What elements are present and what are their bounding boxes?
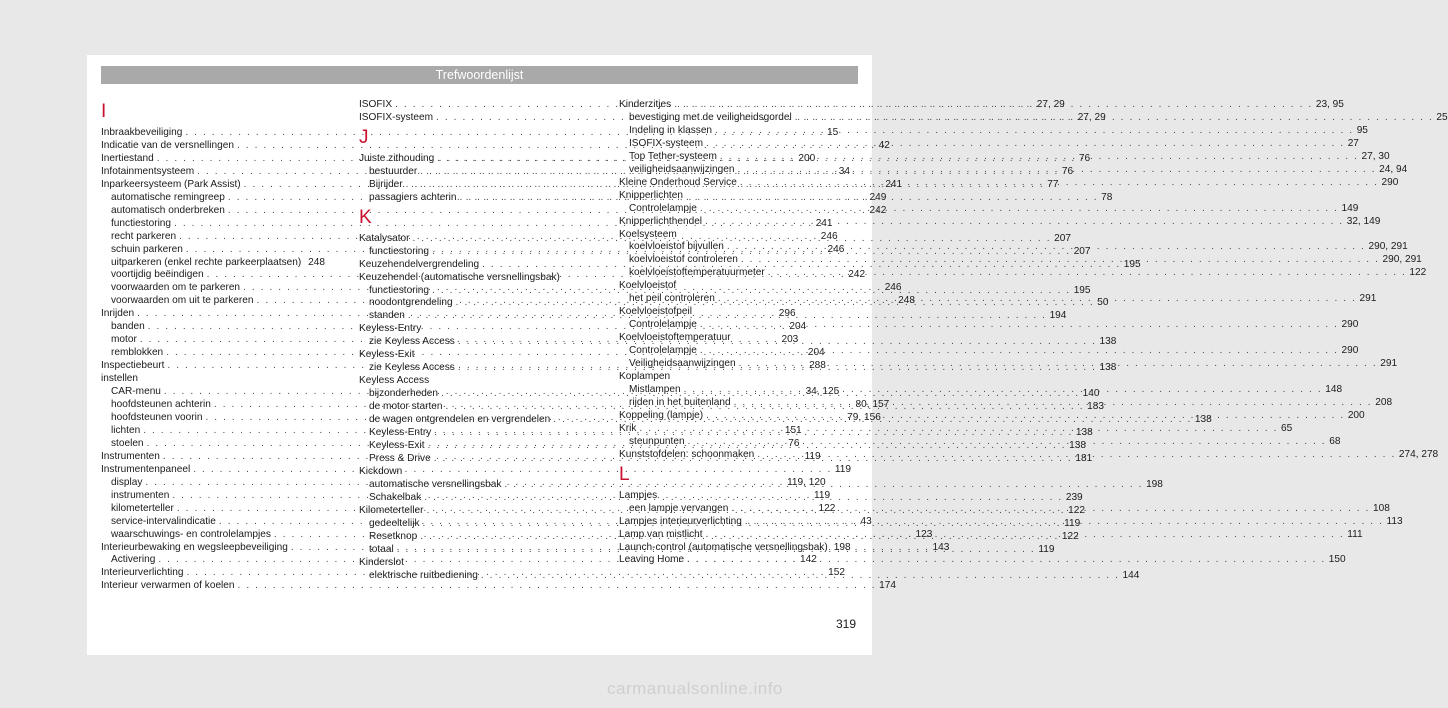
entry-page-ref: 24, 94 [1379,163,1408,175]
entry-page-ref: 200 [798,152,816,164]
index-subentry [619,345,1359,358]
entry-term: koelvloeistoftemperatuurmeter [629,267,765,279]
dot-leader [734,397,1373,410]
index-entry [359,272,583,285]
entry-page-ref: 288 [809,360,826,372]
dot-leader [481,570,1120,583]
entry-page-ref: 76 [788,437,800,449]
entry-page-ref: 204 [789,321,807,333]
entry-page-ref: 195 [1073,284,1091,296]
entry-page-ref: 274, 278 [1398,448,1439,460]
entry-term: zie Keyless Access [369,336,455,348]
page-header: Trefwoordenlijst [101,66,858,84]
entry-page-ref: 123 [915,528,933,540]
entry-page-ref: 113 [1386,515,1403,527]
entry-page-ref: 77 [1047,178,1059,190]
index-entry [101,373,325,386]
entry-page-ref: 148 [1325,383,1343,395]
entry-term: Resetknop [369,530,418,542]
dot-leader [304,257,305,270]
entry-page-ref: 79, 156 [847,411,881,423]
entry-page-ref: 138 [1194,414,1212,426]
entry-term: totaal [369,543,394,555]
entry-term: Interieurbewaking en wegsleepbeveiliging [101,541,288,553]
entry-page-ref: 296 [778,308,796,320]
entry-term: Inspectiebeurt [101,360,165,372]
entry-term: voorwaarden om uit te parkeren [111,295,254,307]
dot-leader [757,449,1396,462]
entry-term: Activering [111,554,156,566]
entry-term: Lampjes interieurverlichting [619,515,742,527]
dot-leader [688,436,1327,449]
index-entry [619,332,843,345]
entry-term: Koelsysteem [619,228,677,240]
dot-leader [739,358,1378,371]
entry-page-ref: 242 [869,204,887,216]
entry-page-ref: 246 [884,282,902,294]
entry-term: zie Keyless Access [369,362,455,374]
entry-term: voorwaarden om te parkeren [111,282,241,294]
entry-term: Inparkeersysteem (Park Assist) [101,178,241,190]
entry-page-ref: 138 [1099,336,1117,348]
entry-term: uitparkeren (enkel rechte parkeerplaatsen) [111,256,302,268]
entry-term: Indeling in klassen [629,124,713,136]
entry-term: koelvloeistof controleren [629,254,738,266]
entry-term: Mistlampen [629,383,681,395]
entry-term: Controlelampje [629,345,697,357]
entry-page-ref: 151 [784,424,802,436]
entry-page-ref: 203 [781,334,799,346]
entry-term: Controlelampje [629,202,697,214]
entry-term: Bijrijder [369,178,403,190]
section-letter: L [619,463,630,485]
index-entry [619,215,1381,229]
entry-term: hoofdsteunen achterin [111,399,211,411]
entry-term: Instrumenten [101,450,160,462]
entry-term: een lampje vervangen [629,502,729,514]
dot-leader [706,138,1345,151]
entry-term: de wagen ontgrendelen en vergrendelen [369,414,551,426]
dot-leader [718,293,1357,306]
entry-page-ref: 291 [1380,358,1398,370]
index-entry [619,229,843,242]
entry-term: bestuurder [369,165,418,177]
entry-page-ref: 198 [833,541,851,553]
index-subentry [619,124,1368,138]
entry-page-ref: 119 [814,489,831,501]
entry-page-ref: 198 [1146,478,1163,490]
section-letter: I [101,101,107,122]
entry-term: Keuzehendelvergrendeling [359,258,480,270]
entry-term: Controlelampje [629,319,697,331]
entry-page-ref: 43 [860,515,872,527]
entry-term: Instrumentenpaneel [101,463,191,475]
entry-page-ref: 138 [1099,362,1117,374]
entry-page-ref: 290, 291 [1382,254,1422,266]
entry-term: lichten [111,424,141,436]
entry-page-ref: 119 [804,450,821,462]
index-entry [619,541,851,555]
entry-page-ref: 290 [1341,319,1359,331]
entry-term: Interieur verwarmen of koelen [101,580,235,592]
entry-term: Knipperlichthendel [619,215,703,227]
entry-page-ref: 152 [828,567,845,579]
entry-term: rijden in het buitenland [629,396,731,408]
entry-term: het peil controleren [629,293,715,305]
entry-page-ref: 143 [932,541,950,553]
entry-term: banden [111,321,145,333]
entry-page-ref: 27, 29 [1077,111,1106,123]
entry-page-ref: 248 [898,295,915,307]
entry-page-ref: 122 [1068,504,1085,516]
entry-page-ref: 15 [827,127,839,138]
dot-leader [745,516,1384,529]
entry-term: Inbraakbeveiliging [101,127,183,138]
entry-page-ref: 239 [1065,491,1083,503]
entry-term: steunpunten [629,435,685,447]
entry-page-ref: 119 [1038,543,1055,555]
entry-term: Keyless Access [359,375,430,387]
entry-page-ref: 122 [818,502,836,514]
entry-term: Interieurverlichting [101,567,184,579]
dot-leader [768,267,1407,280]
entry-term: Knipperlichten [619,189,683,201]
entry-term: Launch-control (automatische versnellingsbak) [619,541,828,553]
index-subentry [101,257,325,270]
entry-page-ref: 291 [1359,293,1377,305]
entry-term: Lamp van mistlicht [619,528,703,540]
entry-page-ref: 290, 291 [1368,241,1408,253]
entry-term: gedeeltelijk [369,517,420,529]
entry-term: Kleine Onderhoud Service [619,176,737,188]
dot-leader [684,384,1323,397]
index-entry [619,490,843,503]
entry-term: Koppeling (lampje) [619,409,704,421]
dot-leader [731,503,1370,516]
index-entry [359,349,583,362]
entry-page-ref: 248 [308,256,325,268]
dot-leader [700,345,1339,358]
entry-page-ref: 142 [799,554,817,566]
entry-term: passagiers achterin [369,191,457,203]
dot-leader [741,254,1380,267]
entry-term: functiestoring [369,245,430,257]
dot-leader [740,177,1379,190]
entry-page-ref: 138 [1069,439,1087,451]
entry-term: koelvloeistof bijvullen [629,241,724,253]
entry-page-ref: 207 [1054,232,1071,244]
entry-page-ref: 246 [820,230,838,242]
entry-page-ref: 241 [815,217,833,229]
entry-term: Koelvloeistofpeil [619,306,692,318]
entry-term: Veiligheidsaanwijzingen [629,358,736,370]
entry-page-ref: 200 [1347,409,1365,421]
index-subentry [619,319,1359,332]
entry-page-ref: 76 [1078,152,1091,164]
entry-page-ref: 208 [1375,396,1393,408]
entry-term: instrumenten [111,489,170,501]
entry-term: Krik [619,422,637,434]
index-entry [359,375,583,388]
entry-page-ref: 207 [1073,245,1091,257]
entry-term: Infotainmentsysteem [101,165,195,177]
entry-term: ISOFIX [359,99,393,110]
entry-term: Leaving Home [619,554,685,566]
entry-page-ref: 42 [878,139,890,151]
entry-page-ref: 76 [1061,165,1074,177]
dot-leader [700,319,1339,332]
index-entry [359,557,583,570]
entry-term: instellen [101,373,139,385]
entry-page-ref: 27 [1347,137,1359,149]
entry-term: Top Tether-systeem [629,150,717,162]
index-entry [619,280,843,293]
entry-page-ref: 181 [1075,452,1093,464]
entry-term: hoofdsteunen voorin [111,411,203,423]
entry-term: automatische remingreep [111,191,225,203]
dot-leader [720,151,1359,164]
entry-term: bijzonderheden [369,388,439,400]
entry-term: display [111,476,143,488]
entry-page-ref: 68 [1329,435,1341,447]
watermark: carmanualsonline.info [607,679,783,698]
index-entry [359,466,583,479]
entry-page-ref: 290 [1381,176,1399,188]
entry-page-ref: 246 [827,243,845,255]
entry-term: waarschuwings- en controlelampjes [111,528,271,540]
dot-leader [700,203,1339,216]
index-entry [619,190,843,203]
entry-page-ref: 32, 149 [1346,215,1381,227]
dot-leader [687,554,1326,567]
entry-page-ref: 119, 120 [787,476,826,488]
entry-term: ISOFIX-systeem [359,111,434,123]
entry-term: voortijdig beëindigen [111,269,204,281]
entry-page-ref: 195 [1123,258,1141,270]
entry-page-ref: 111 [1347,528,1363,540]
entry-term: Inertiestand [101,152,154,164]
entry-page-ref: 149 [1341,202,1359,214]
dot-leader [639,423,1278,436]
entry-page-ref: 108 [1372,502,1390,514]
index-entry [619,371,843,384]
entry-term: Koelvloeistof [619,280,677,292]
entry-page-ref: 78 [1101,191,1113,203]
dot-leader [674,99,1313,112]
index-entry [619,554,1346,567]
section-letter: J [359,126,369,148]
entry-page-ref: 290 [1341,345,1359,357]
entry-page-ref: 204 [807,347,825,359]
entry-term: motor [111,334,137,346]
entry-term: Press & Drive [369,452,431,464]
dot-leader [706,410,1345,423]
entry-page-ref: 95 [1356,124,1368,136]
entry-page-ref: 23, 95 [1315,99,1344,110]
entry-term: recht parkeren [111,230,177,242]
entry-page-ref: 65 [1281,422,1293,434]
entry-page-ref: 194 [1049,310,1067,322]
index-entry [101,580,897,593]
entry-page-ref: 122 [1409,267,1427,279]
entry-term: ISOFIX-systeem [629,137,704,149]
entry-page-ref: 50 [1097,297,1109,309]
entry-term: Kunststofdelen: schoonmaken [619,448,755,460]
entry-page-ref: 138 [1075,427,1093,439]
entry-term: Keyless-Entry [359,323,422,335]
entry-page-ref: 34, 125 [805,386,840,398]
dot-leader [727,241,1366,254]
entry-page-ref: 241 [885,178,903,190]
entry-term: elektrische ruitbediening [369,569,478,581]
entry-page-ref: 140 [1082,388,1100,400]
entry-page-ref: 144 [1122,569,1140,581]
entry-term: Kinderslot [359,556,404,568]
entry-term: Kinderzitjes [619,99,672,110]
entry-term: Juiste zithouding [359,152,435,164]
entry-term: service-intervalindicatie [111,515,216,527]
entry-term: CAR-menu [111,386,161,398]
entry-term: stoelen [111,437,144,449]
index-entry [619,306,843,319]
entry-page-ref: 119 [1064,517,1081,529]
dot-leader [705,216,1344,229]
entry-term: Kickdown [359,465,403,477]
index-entry [359,323,583,336]
entry-term: Keuzehendel (automatische versnellingsbak) [359,271,560,283]
entry-term: Koplampen [619,371,671,383]
entry-page-ref: 80, 157 [855,399,890,411]
entry-term: kilometerteller [111,502,174,514]
page-number: 319 [836,617,857,631]
entry-page-ref: 174 [879,580,897,592]
entry-term: automatisch onderbreken [111,204,225,216]
entry-term: Kilometerteller [359,504,424,516]
entry-term: bevestiging met de veiligheidsgordel [629,111,792,123]
entry-term: de motor starten [369,401,443,413]
dot-leader [715,125,1354,138]
entry-page-ref: 34 [838,165,851,177]
entry-term: remblokken [111,347,164,359]
dot-leader [795,112,1434,125]
entry-term: Katalysator [359,232,410,244]
entry-page-ref: 119 [834,463,851,475]
entry-term: standen [369,310,405,322]
entry-term: Inrijden [101,308,135,320]
entry-page-ref: 27, 29 [1036,99,1065,110]
entry-term: Keyless-Entry [369,427,432,439]
entry-term: schuin parkeren [111,243,183,255]
dot-leader [738,164,1377,177]
entry-term: Lampjes [619,489,658,501]
entry-page-ref: 150 [1328,554,1346,566]
entry-term: veiligheidsaanwijzingen [629,163,735,175]
entry-term: functiestoring [369,284,430,296]
entry-page-ref: 249 [869,191,887,203]
entry-term: Keyless-Exit [369,439,425,451]
entry-term: automatische versnellingsbak [369,478,502,490]
entry-page-ref: 25 [1436,111,1448,123]
entry-page-ref: 242 [848,269,866,281]
entry-term: Keyless-Exit [359,349,415,361]
entry-term: functiestoring [111,217,172,229]
entry-term: noodontgrendeling [369,297,453,309]
entry-term: Koelvloeistoftemperatuur [619,332,731,344]
entry-page-ref: 122 [1061,530,1079,542]
entry-page-ref: 27, 30 [1361,150,1390,162]
entry-term: Schakelbak [369,491,422,503]
section-letter: K [359,206,372,228]
dot-leader [706,529,1345,542]
entry-page-ref: 183 [1087,401,1104,413]
entry-term: Indicatie van de versnellingen [101,139,234,151]
